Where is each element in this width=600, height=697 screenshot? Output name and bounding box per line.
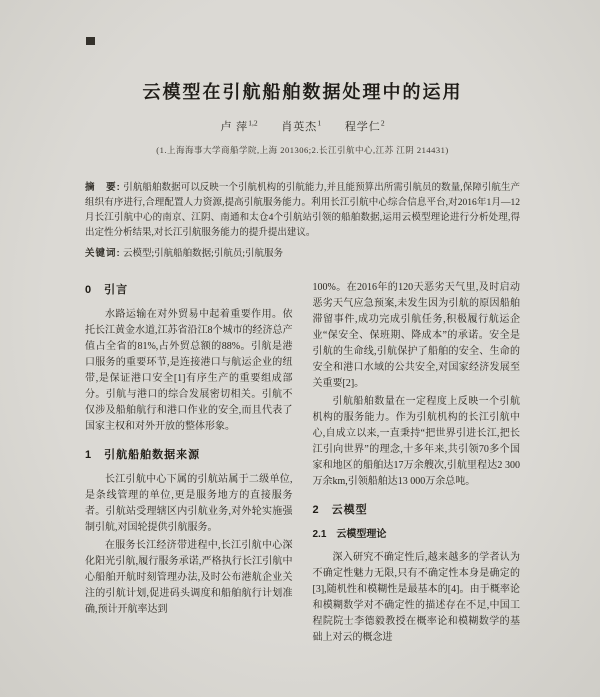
author — [220, 118, 258, 133]
affiliation-line: (1.上海海事大学商船学院,上海 201306;2.长江引航中心,江苏 江阴 214431) — [156, 145, 449, 155]
paragraph: 在服务长江经济带进程中,长江引航中心深化阳光引航,履行服务承诺,严格执行长江引航中心船舶开航时刻管理办法,及时公布港航企业关注的引航计划,促进码头调度和船舶航行计划准确,预计开航率达到 — [85, 540, 293, 615]
author-name: 肖英杰 — [281, 121, 318, 133]
author-affil-sup: 1,2 — [248, 118, 258, 128]
author-name: 卢 萍 — [220, 121, 249, 133]
two-column-body — [85, 280, 520, 648]
paragraph: 长江引航中心下属的引航站属于二级单位,是条线管理的单位,更是服务地方的直接服务者。引航站受理辖区内引航业务,对外轮实施强制引航,对国轮提供引航服务。 — [85, 474, 293, 533]
keywords-text: 云模型;引航船舶数据;引航员;引航服务 — [123, 249, 283, 259]
page-title: 云模型在引航船舶数据处理中的运用 — [142, 82, 463, 102]
paragraph: 引航船舶数量在一定程度上反映一个引航机构的服务能力。作为引航机构的长江引航中心,自成立以来,一直秉持“把世界引进长江,把长江引向世界”的理念,十多年来,共引领70多个国家和地区的船舶达17万余艘次,引航里程达2 300万余km,引领船舶达13 000万余总吨。 — [312, 396, 520, 487]
keywords-block — [85, 246, 520, 262]
subsection-heading-cloud-theory: 2.1 云模型理论 — [312, 529, 387, 540]
abstract-label: 摘 要: — [85, 182, 121, 193]
paragraph: 深入研究不确定性后,越来越多的学者认为不确定性魅力无限,只有不确定性本身是确定的[3],随机性和模糊性是最基本的[4]。由于概率论和模糊数学对不确定性的描述存在不足,中国工程院院士李德毅教授在概率论和模糊数学的基础上对云的概念进 — [312, 552, 520, 643]
scan-artifact-mark — [86, 37, 95, 45]
section-heading-cloud-model: 2 云模型 — [312, 504, 368, 516]
author — [344, 118, 385, 133]
paragraph: 水路运输在对外贸易中起着重要作用。依托长江黄金水道,江苏省沿江8个城市的经济总产值占全省的81%,占外贸总额的88%。引航是港口服务的重要环节,是连接港口与航运企业的纽带,是保证港口安全[1]有序生产的重要组成部分。引航与港口的综合发展密切相关。引航不仅涉及船舶航行和港口作业的安全,而且代表了国家主权和对外开放的整体形象。 — [85, 309, 293, 432]
left-column — [85, 280, 293, 648]
section-heading-data-source: 1 引航船舶数据来源 — [85, 449, 201, 461]
abstract-text: 引航船舶数据可以反映一个引航机构的引航能力,并且能预算出所需引航员的数量,保障引航生产组织有序进行,合理配置人力资源,提高引航服务能力。利用长江引航中心综合信息平台,对2016年1月—12月长江引航中心的南京、江阴、南通和太仓4个引航站引领的船舶数据,运用云模型理论进行分析处理,得出定性分析结果,对长江引航服务能力的提升提出建议。 — [85, 183, 520, 238]
author-affil-sup: 2 — [380, 118, 385, 128]
author — [281, 118, 322, 133]
abstract-block — [85, 180, 520, 241]
authors-line — [85, 118, 520, 134]
author-name: 程学仁 — [344, 121, 381, 133]
section-heading-intro: 0 引言 — [85, 284, 129, 296]
paragraph-continued: 100%。在2016年的120天恶劣天气里,及时启动恶劣天气应急预案,未发生因为引航的原因船舶滞留事件,成功完成引航任务,积极履行航运企业“保安全、保班期、降成本”的承诺。安全是引航的生命线,引航保护了船舶的安全、生命的安全和港口水域的公共安全,对国家经济发展至关重要[2]。 — [312, 282, 520, 389]
author-affil-sup: 1 — [317, 118, 322, 128]
right-column — [313, 280, 521, 648]
keywords-label: 关键词: — [85, 248, 121, 259]
